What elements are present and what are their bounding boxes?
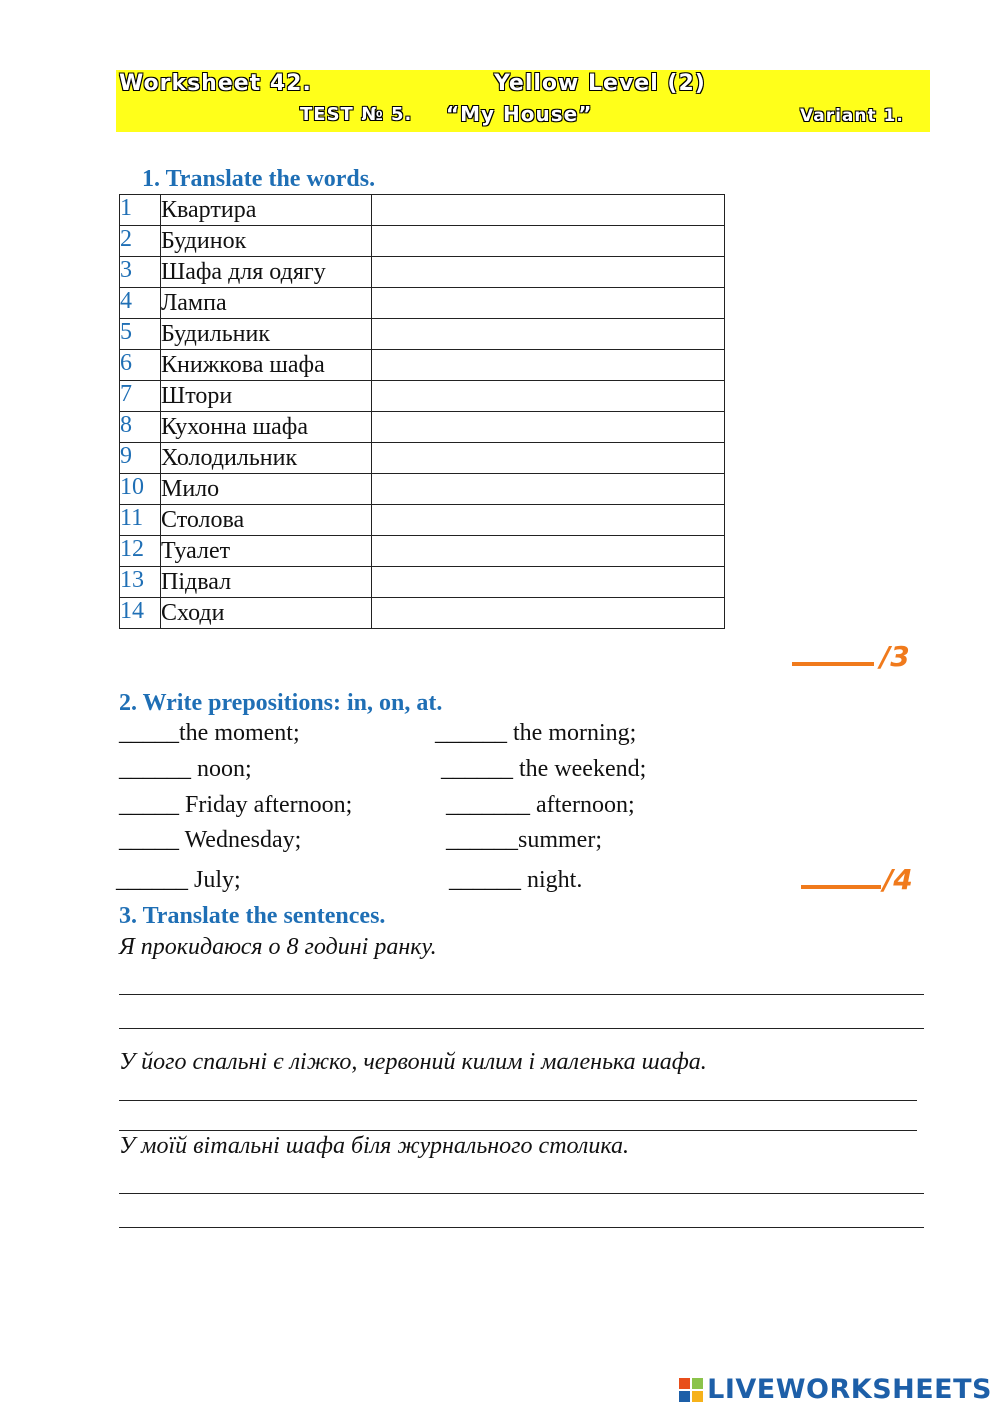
prep-right-4: ______summer; bbox=[446, 827, 602, 853]
section2-score bbox=[801, 863, 913, 896]
prep-right-5: ______ night. bbox=[449, 867, 583, 893]
source-word: Шафа для одягу bbox=[161, 257, 372, 288]
worksheet-number: Worksheet 42. bbox=[119, 71, 312, 96]
answer-cell[interactable] bbox=[372, 536, 725, 567]
prep-right-1: ______ the morning; bbox=[435, 720, 637, 746]
source-word: Холодильник bbox=[161, 443, 372, 474]
table-row bbox=[120, 257, 725, 288]
table-row bbox=[120, 536, 725, 567]
answer-cell[interactable] bbox=[372, 288, 725, 319]
source-word: Будильник bbox=[161, 319, 372, 350]
source-word: Підвал bbox=[161, 567, 372, 598]
sentence-1: Я прокидаюся о 8 годині ранку. bbox=[119, 934, 437, 960]
table-row bbox=[120, 350, 725, 381]
answer-cell[interactable] bbox=[372, 195, 725, 226]
source-word: Квартира bbox=[161, 195, 372, 226]
answer-line[interactable] bbox=[119, 1130, 917, 1131]
prep-left-1: _____the moment; bbox=[119, 720, 300, 746]
answer-cell[interactable] bbox=[372, 257, 725, 288]
row-number: 8 bbox=[120, 412, 161, 443]
source-word: Штори bbox=[161, 381, 372, 412]
answer-cell[interactable] bbox=[372, 474, 725, 505]
table-row bbox=[120, 598, 725, 629]
section1-score bbox=[792, 640, 910, 673]
row-number: 14 bbox=[120, 598, 161, 629]
table-row bbox=[120, 226, 725, 257]
table-row bbox=[120, 505, 725, 536]
source-word: Будинок bbox=[161, 226, 372, 257]
row-number: 6 bbox=[120, 350, 161, 381]
answer-cell[interactable] bbox=[372, 567, 725, 598]
source-word: Столова bbox=[161, 505, 372, 536]
answer-line[interactable] bbox=[119, 1028, 924, 1029]
translation-table bbox=[119, 194, 725, 629]
row-number: 9 bbox=[120, 443, 161, 474]
row-number: 1 bbox=[120, 195, 161, 226]
row-number: 12 bbox=[120, 536, 161, 567]
liveworksheets-logo[interactable] bbox=[679, 1374, 992, 1405]
variant-label: Variant 1. bbox=[800, 106, 904, 126]
answer-line[interactable] bbox=[119, 1227, 924, 1228]
level-label: Yellow Level (2) bbox=[494, 71, 706, 96]
row-number: 10 bbox=[120, 474, 161, 505]
row-number: 5 bbox=[120, 319, 161, 350]
source-word: Лампа bbox=[161, 288, 372, 319]
prep-left-2: ______ noon; bbox=[119, 756, 252, 782]
prep-right-3: _______ afternoon; bbox=[446, 792, 635, 818]
sentence-2: У його спальні є ліжко, червоний килим і маленька шафа. bbox=[119, 1049, 707, 1075]
table-row bbox=[120, 288, 725, 319]
logo-square bbox=[692, 1391, 703, 1402]
answer-cell[interactable] bbox=[372, 319, 725, 350]
table-row bbox=[120, 319, 725, 350]
section1-score-value: /3 bbox=[880, 640, 910, 673]
row-number: 3 bbox=[120, 257, 161, 288]
answer-cell[interactable] bbox=[372, 443, 725, 474]
section2-title: 2. Write prepositions: in, on, at. bbox=[119, 690, 443, 716]
table-row bbox=[120, 474, 725, 505]
prep-left-3: _____ Friday afternoon; bbox=[119, 792, 353, 818]
row-number: 4 bbox=[120, 288, 161, 319]
score-blank bbox=[792, 648, 874, 666]
answer-cell[interactable] bbox=[372, 505, 725, 536]
table-row bbox=[120, 567, 725, 598]
answer-line[interactable] bbox=[119, 994, 924, 995]
test-number: TEST № 5. bbox=[300, 104, 413, 125]
answer-cell[interactable] bbox=[372, 412, 725, 443]
answer-cell[interactable] bbox=[372, 598, 725, 629]
section3-title: 3. Translate the sentences. bbox=[119, 903, 386, 929]
logo-square bbox=[679, 1391, 690, 1402]
prep-left-5: ______ July; bbox=[116, 867, 241, 893]
prep-right-2: ______ the weekend; bbox=[441, 756, 647, 782]
answer-line[interactable] bbox=[119, 1193, 924, 1194]
source-word: Сходи bbox=[161, 598, 372, 629]
row-number: 2 bbox=[120, 226, 161, 257]
sentence-3: У моїй вітальні шафа біля журнального столика. bbox=[119, 1133, 630, 1159]
table-row bbox=[120, 195, 725, 226]
table-row bbox=[120, 412, 725, 443]
logo-square bbox=[692, 1378, 703, 1389]
logo-mark-icon bbox=[679, 1378, 703, 1402]
table-row bbox=[120, 443, 725, 474]
source-word: Кухонна шафа bbox=[161, 412, 372, 443]
test-topic: “My House” bbox=[446, 102, 593, 126]
answer-cell[interactable] bbox=[372, 350, 725, 381]
answer-cell[interactable] bbox=[372, 226, 725, 257]
section2-score-value: /4 bbox=[883, 863, 913, 896]
section1-title: 1. Translate the words. bbox=[142, 166, 376, 192]
source-word: Туалет bbox=[161, 536, 372, 567]
answer-cell[interactable] bbox=[372, 381, 725, 412]
prep-left-4: _____ Wednesday; bbox=[119, 827, 302, 853]
source-word: Мило bbox=[161, 474, 372, 505]
source-word: Книжкова шафа bbox=[161, 350, 372, 381]
table-row bbox=[120, 381, 725, 412]
row-number: 11 bbox=[120, 505, 161, 536]
logo-text: LIVEWORKSHEETS bbox=[707, 1374, 992, 1405]
row-number: 13 bbox=[120, 567, 161, 598]
answer-line[interactable] bbox=[119, 1100, 917, 1101]
logo-square bbox=[679, 1378, 690, 1389]
row-number: 7 bbox=[120, 381, 161, 412]
score-blank bbox=[801, 871, 881, 889]
